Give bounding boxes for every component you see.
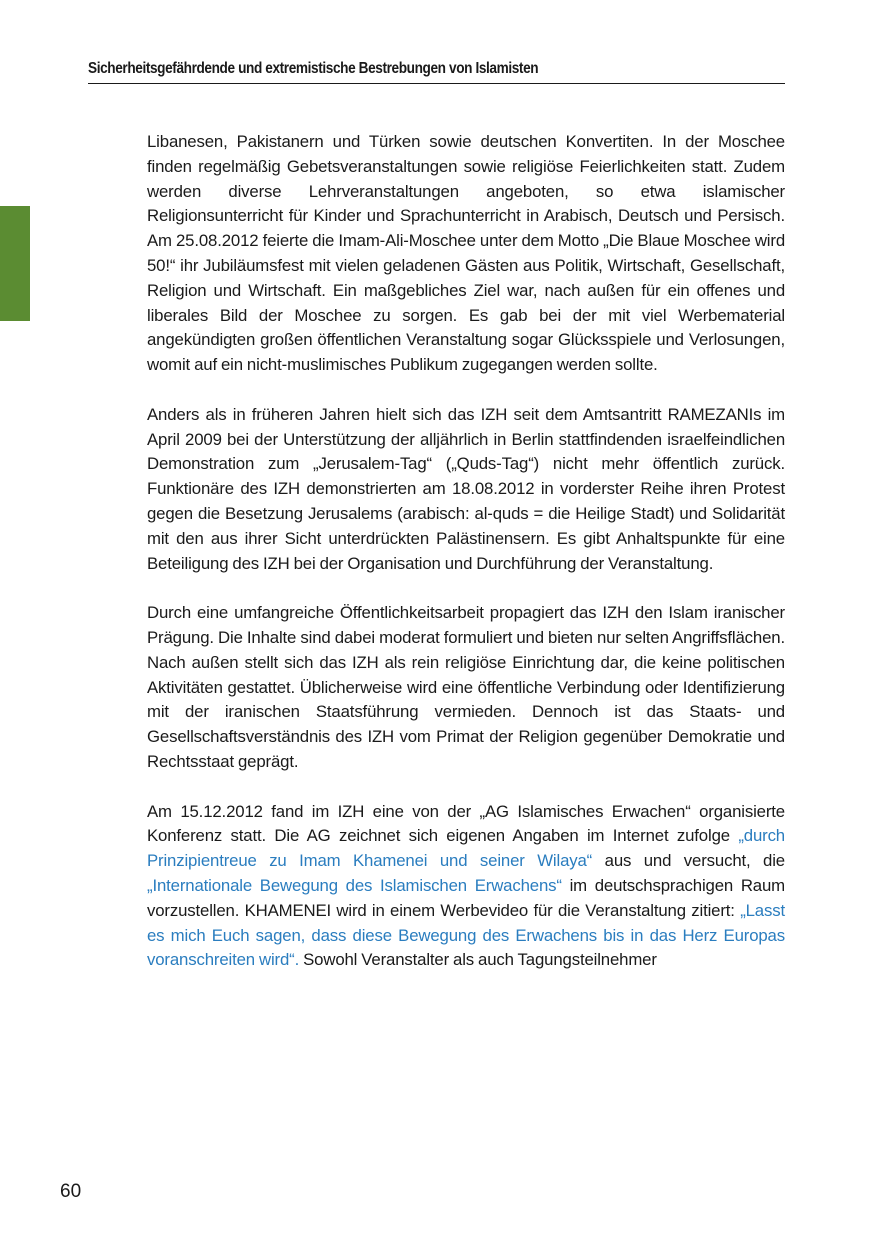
text-segment: im deutschsprachigen Raum vorzustellen. KHAMENEI wird in einem Werbevideo für die Veranstaltung zitiert: [147,875,785,920]
body-text [147,130,785,998]
running-header [88,58,785,84]
paragraph-2: Anders als in früheren Jahren hielt sich das IZH seit dem Amtsantritt RAMEZANIs im April 2009 bei der Unterstützung der alljährlich in Berlin stattfindenden israelfeindlichen Demonstration zum „Jerusalem-Tag“ („Quds-Tag“) nicht mehr öffentlich zurück. Funktionäre des IZH demonstrierten am 18.08.2012 in vorderster Reihe ihren Protest gegen die Besetzung Jerusalems (arabisch: al-quds = die Heilige Stadt) und Solidarität mit den aus ihrer Sicht unterdrückten Palästinensern. Es gibt Anhaltspunkte für eine Beteiligung des IZH bei der Organisation und Durchführung der Veranstaltung. [147,404,785,573]
quote-internationale-bewegung: „Internationale Bewegung des Islamischen Erwachens“ [147,875,562,895]
paragraph-1: Libanesen, Pakistanern und Türken sowie deutschen Konvertiten. In der Moschee finden regelmäßig Gebetsveranstaltungen sowie religiöse Feierlichkeiten statt. Zudem werden diverse Lehrveranstaltungen angeboten, so etwa islamischer Religionsunterricht für Kinder und Sprachunterricht in Arabisch, Deutsch und Persisch. Am 25.08.2012 feierte die Imam-Ali-Moschee unter dem Motto „Die Blaue Moschee wird 50!“ ihr Jubiläumsfest mit vielen geladenen Gästen aus Politik, Wirtschaft, Gesellschaft, Religion und Wirtschaft. Ein maßgebliches Ziel war, nach außen für ein offenes und liberales Bild der Moschee zu sorgen. Es gab bei der mit viel Werbematerial angekündigten großen öffentlichen Veranstaltung sogar Glücksspiele und Verlosungen, womit auf ein nicht-muslimisches Publikum zugegangen werden sollte. [147,132,785,375]
running-header-title: Sicherheitsgefährdende und extremistische Bestrebungen von Islamisten [88,60,539,77]
text-segment: aus und versucht, die [592,851,785,871]
page-number: 60 [60,1181,82,1202]
quote-prinzipientreue: „durch Prinzipientreue zu Imam Khamenei und seiner Wilaya“ [147,826,785,871]
text-segment: Am 15.12.2012 fand im IZH eine von der „AG Islamisches Erwachen“ organisierte Konferenz statt. Die AG zeichnet sich eigenen Angaben im Internet zufolge [147,801,785,846]
chapter-color-tab [0,206,30,321]
text-segment: Sowohl Veranstalter als auch Tagungsteilnehmer [299,950,657,970]
paragraph-3: Durch eine umfangreiche Öffentlichkeitsarbeit propagiert das IZH den Islam iranischer Prägung. Die Inhalte sind dabei moderat formuliert und bieten nur selten Angriffsflächen. Nach außen stellt sich das IZH als rein religiöse Einrichtung dar, die keine politischen Aktivitäten gestattet. Üblicherweise wird eine öffentliche Verbindung oder Identifizierung mit der iranischen Staatsführung vermieden. Dennoch ist das Staats- und Gesellschaftsverständnis des IZH vom Primat der Religion gegenüber Demokratie und Rechtsstaat geprägt. [147,603,785,771]
paragraph-4 [147,800,785,974]
quote-khamenei: „Lasst es mich Euch sagen, dass diese Bewegung des Erwachens bis in das Herz Europas voranschreiten wird“. [147,900,785,970]
